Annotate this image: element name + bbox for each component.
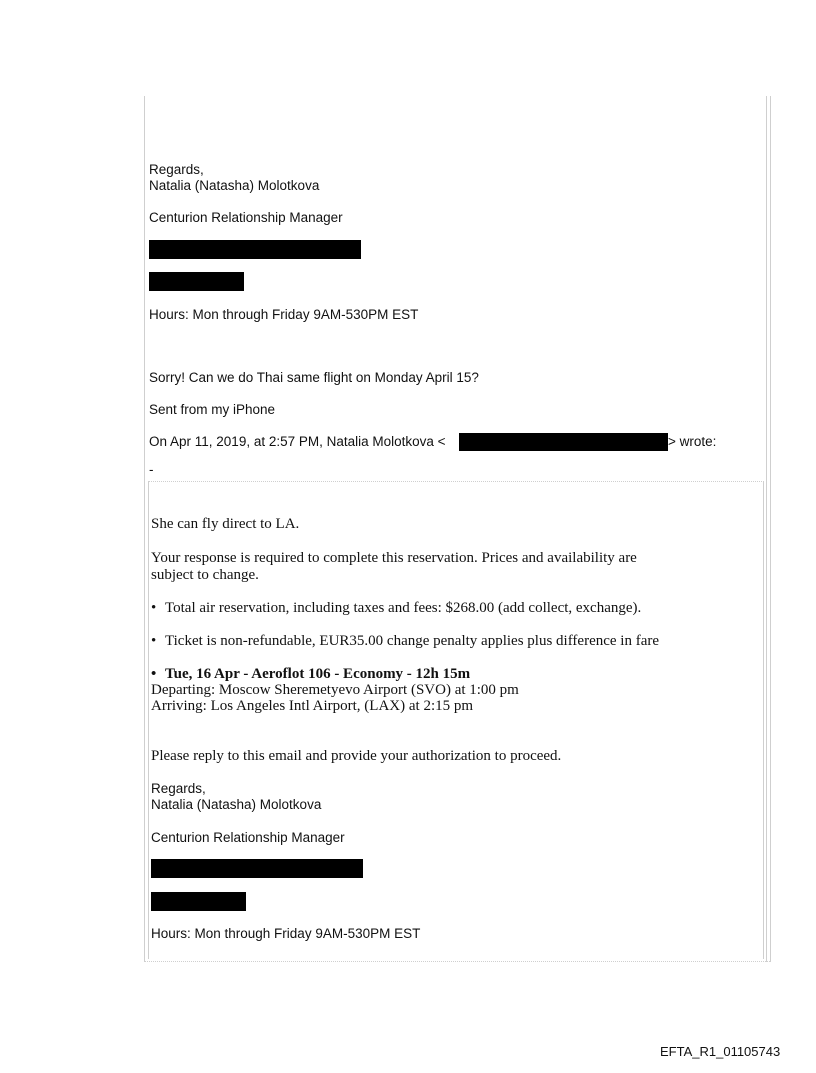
redaction-block [149,272,244,291]
please-reply: Please reply to this email and provide your authorization to proceed. [151,748,562,764]
right-border [766,96,767,962]
bullet-mark: • [151,633,157,649]
quoted-bullet-ticket [151,633,659,650]
flight-arriving: Arriving: Los Angeles Intl Airport, (LAX) at 2:15 pm [151,698,474,714]
outer-signer-name: Natalia (Natasha) Molotkova [149,178,320,193]
quoted-regards: Regards, [151,781,206,796]
quoted-response-line2: subject to change. [151,567,259,583]
quote-right-border [763,481,764,959]
redaction-block [149,240,361,259]
quoted-signer-name: Natalia (Natasha) Molotkova [151,797,322,812]
redaction-block [151,892,246,911]
dash-separator: - [149,462,154,477]
flight-heading [151,666,470,683]
flight-heading-text: Tue, 16 Apr - Aeroflot 106 - Economy - 12h 15m [165,666,471,682]
quoted-bullet-total [151,600,641,617]
quoted-intro: She can fly direct to LA. [151,516,300,532]
flight-departing: Departing: Moscow Sheremetyevo Airport (SVO) at 1:00 pm [151,682,519,698]
quote-top-border [148,481,764,482]
left-border [144,96,145,962]
bullet-mark: • [151,600,157,616]
quote-attribution-prefix: On Apr 11, 2019, at 2:57 PM, Natalia Molotkova < [149,434,446,449]
quoted-response-line1: Your response is required to complete this reservation. Prices and availability are [151,550,637,566]
quoted-signer-role: Centurion Relationship Manager [151,830,345,845]
outer-signer-role: Centurion Relationship Manager [149,210,343,225]
quote-attribution-suffix: > wrote: [668,434,717,449]
redaction-block [151,859,363,878]
document-id: EFTA_R1_01105743 [660,1044,781,1059]
outer-regards: Regards, [149,162,204,177]
reply-message: Sorry! Can we do Thai same flight on Monday April 15? [149,370,479,385]
redaction-block [459,433,668,451]
bullet-text: Ticket is non-refundable, EUR35.00 change penalty applies plus difference in fare [165,633,660,649]
bullet-text: Total air reservation, including taxes and fees: $268.00 (add collect, exchange). [165,600,642,616]
quote-left-border [148,481,149,959]
quoted-hours: Hours: Mon through Friday 9AM-530PM EST [151,926,421,941]
frame-bottom-border [144,961,770,962]
right-border-inner [770,96,771,962]
outer-hours: Hours: Mon through Friday 9AM-530PM EST [149,307,419,322]
bullet-mark: • [151,666,157,682]
sent-from: Sent from my iPhone [149,402,276,417]
